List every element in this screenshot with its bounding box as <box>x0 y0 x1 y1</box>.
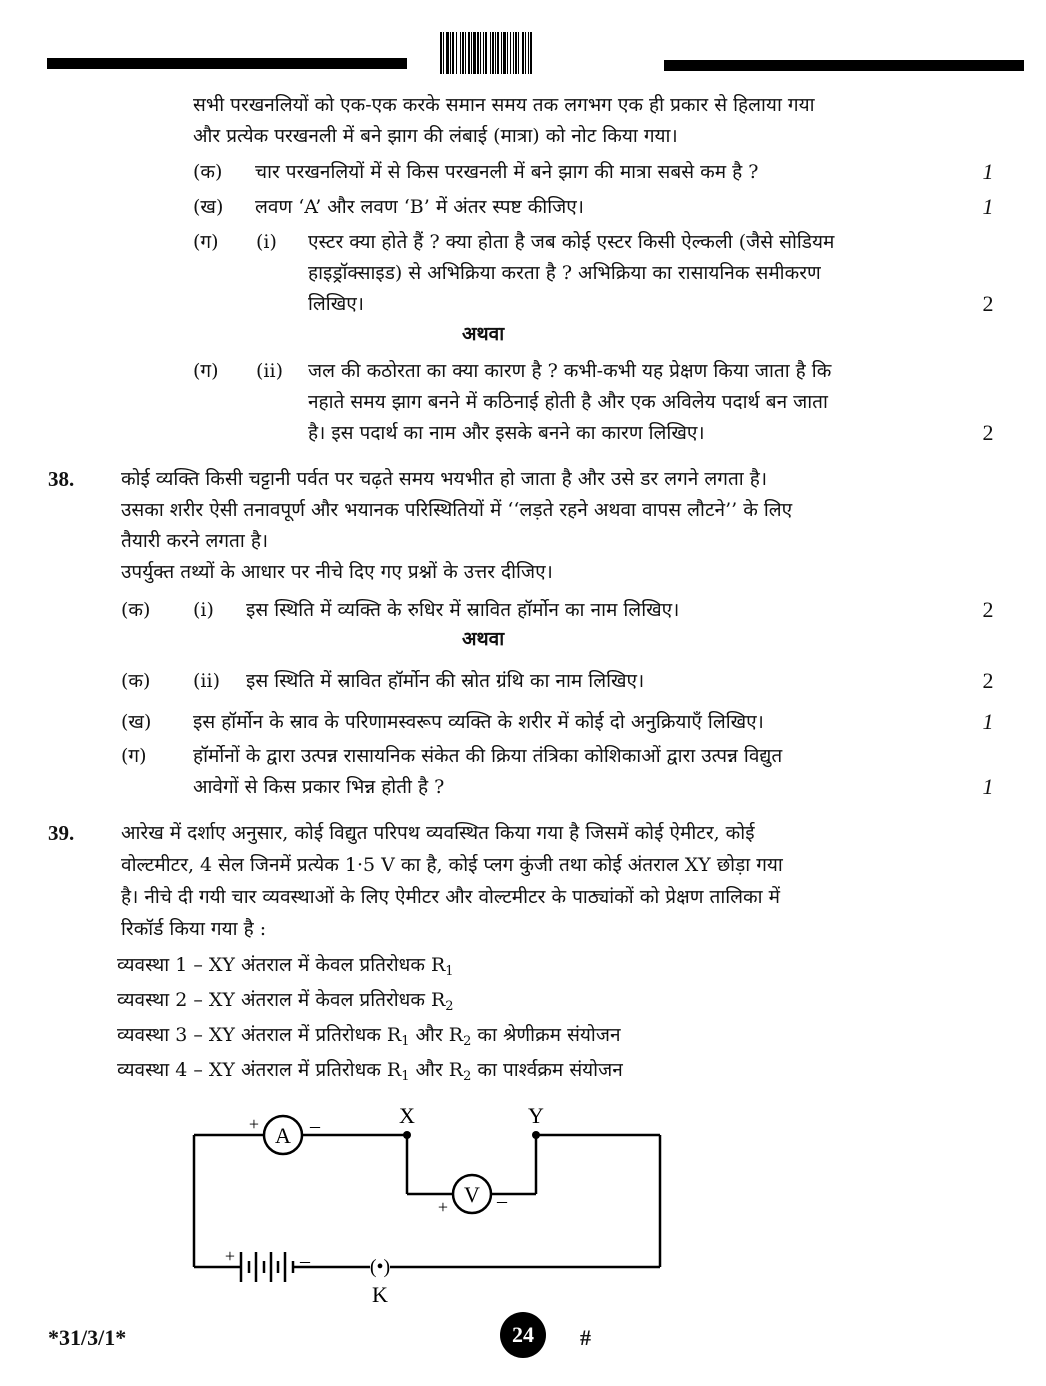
q39-intro-line-2: वोल्टमीटर, 4 सेल जिनमें प्रत्येक 1·5 V का है, कोई प्लग कुंजी तथा कोई अंतराल XY छोड़ा गया <box>121 854 783 876</box>
plug-key-icon: (•) <box>369 1256 391 1278</box>
q38-part-ka-ii-mark: 2 <box>982 668 994 693</box>
voltmeter-label: V <box>464 1182 480 1207</box>
q37-part-ga-i-line-1: एस्टर क्या होते हैं ? क्या होता है जब कोई एस्टर किसी ऐल्कली (जैसे सोडियम <box>308 231 835 253</box>
q38-part-kha-mark: 1 <box>982 709 994 734</box>
q38-part-ga-label: (ग) <box>121 745 147 767</box>
q38-part-ka-ii-text: इस स्थिति में स्रावित हॉर्मोन की स्रोत ग्रंथि का नाम लिखिए। <box>246 670 645 692</box>
ammeter-label: A <box>275 1123 291 1148</box>
hash-mark: # <box>580 1325 591 1350</box>
q37-part-ga-ii-label: (ग) <box>193 360 219 382</box>
key-label: K <box>372 1282 388 1307</box>
q39-number: 39. <box>48 821 75 845</box>
terminal-y-dot <box>532 1131 540 1139</box>
q38-part-kha-label: (ख) <box>121 711 152 733</box>
q39-arrangement-1: व्यवस्था 1 – XY अंतराल में केवल प्रतिरोधक $R_1$ <box>117 954 454 979</box>
point-x-label: X <box>399 1103 415 1128</box>
q38-part-ka-ii-label: (क) <box>121 670 151 692</box>
terminal-x-dot <box>403 1131 411 1139</box>
q37-part-ga-sub-i: (i) <box>256 231 277 253</box>
q38-part-ga-mark: 1 <box>982 774 994 799</box>
page-number-badge <box>500 1312 546 1358</box>
q39-intro-line-4: रिकॉर्ड किया गया है : <box>121 918 267 940</box>
voltmeter-minus: – <box>497 1190 507 1212</box>
q38-part-ka-i-mark: 2 <box>982 597 994 622</box>
q37-part-ka-label: (क) <box>193 161 223 183</box>
q38-part-kha-text: इस हॉर्मोन के स्राव के परिणामस्वरूप व्यक्ति के शरीर में कोई दो अनुक्रियाएँ लिखिए। <box>193 711 764 733</box>
q37-part-kha-text: लवण ‘A’ और लवण ‘B’ में अंतर स्पष्ट कीजिए। <box>255 196 584 218</box>
q37-part-kha-label: (ख) <box>193 196 224 218</box>
q37-part-ga-ii-line-1: जल की कठोरता का क्या कारण है ? कभी-कभी यह प्रेक्षण किया जाता है कि <box>308 360 832 382</box>
q38-intro-line-2: उसका शरीर ऐसी तनावपूर्ण और भयानक परिस्थितियों में ‘‘लड़ते रहने अथवा वापस लौटने’’ के लिए <box>121 499 793 521</box>
battery-plus: + <box>224 1246 236 1266</box>
q39-intro-line-3: है। नीचे दी गयी चार व्यवस्थाओं के लिए ऐमीटर और वोल्टमीटर के पाठ्यांकों को प्रेक्षण तालिका में <box>121 886 780 908</box>
q38-intro-line-1: कोई व्यक्ति किसी चट्टानी पर्वत पर चढ़ते समय भयभीत हो जाता है और उसे डर लगने लगता है। <box>121 468 768 490</box>
voltmeter-plus: + <box>437 1197 449 1217</box>
q37-part-ka-mark: 1 <box>982 159 994 184</box>
ammeter-minus: – <box>310 1115 320 1137</box>
q37-part-ga-i-mark: 2 <box>982 291 994 316</box>
battery-minus: – <box>300 1250 310 1272</box>
q39-arrangement-4: व्यवस्था 4 – XY अंतराल में प्रतिरोधक $R_1$ और $R_2$ का पार्श्वक्रम संयोजन <box>117 1059 623 1084</box>
q38-part-ka-i-text: इस स्थिति में व्यक्ति के रुधिर में स्रावित हॉर्मोन का नाम लिखिए। <box>246 599 680 621</box>
q38-or-label: अथवा <box>462 628 505 650</box>
ammeter-plus: + <box>248 1114 260 1134</box>
page-number: 24 <box>512 1322 534 1347</box>
q39-arrangement-3: व्यवस्था 3 – XY अंतराल में प्रतिरोधक $R_1$ और $R_2$ का श्रेणीक्रम संयोजन <box>117 1024 621 1049</box>
q38-number: 38. <box>48 467 75 491</box>
paper-code: *31/3/1* <box>48 1325 127 1350</box>
q39-intro-line-1: आरेख में दर्शाए अनुसार, कोई विद्युत परिपथ व्यवस्थित किया गया है जिसमें कोई ऐमीटर, कोई <box>121 822 755 844</box>
header-rule-right <box>664 60 1024 71</box>
q37-intro-line-2: और प्रत्येक परखनली में बने झाग की लंबाई (मात्रा) को नोट किया गया। <box>193 125 678 147</box>
point-y-label: Y <box>528 1103 544 1128</box>
q37-part-ga-label: (ग) <box>193 231 219 253</box>
q37-part-kha-mark: 1 <box>982 194 994 219</box>
q38-part-ka-i-label: (क) <box>121 599 151 621</box>
q38-intro-line-4: उपर्युक्त तथ्यों के आधार पर नीचे दिए गए प्रश्नों के उत्तर दीजिए। <box>121 561 553 583</box>
q39-arrangement-2: व्यवस्था 2 – XY अंतराल में केवल प्रतिरोधक $R_2$ <box>117 989 454 1014</box>
q38-part-ga-line-2: आवेगों से किस प्रकार भिन्न होती है ? <box>193 776 445 798</box>
q37-part-ga-sub-ii: (ii) <box>256 360 283 382</box>
q37-intro-line-1: सभी परखनलियों को एक-एक करके समान समय तक लगभग एक ही प्रकार से हिलाया गया <box>193 94 815 116</box>
q37-part-ka-text: चार परखनलियों में से किस परखनली में बने झाग की मात्रा सबसे कम है ? <box>255 161 759 183</box>
q38-intro-line-3: तैयारी करने लगता है। <box>121 530 269 552</box>
q37-part-ga-ii-line-3: है। इस पदार्थ का नाम और इसके बनने का कारण लिखिए। <box>308 422 705 444</box>
barcode-icon <box>440 32 634 74</box>
q37-or-label: अथवा <box>462 323 505 345</box>
q37-part-ga-ii-line-2: नहाते समय झाग बनने में कठिनाई होती है और एक अविलेय पदार्थ बन जाता <box>308 391 828 413</box>
q38-part-ka-sub-i: (i) <box>193 599 214 621</box>
q37-part-ga-ii-mark: 2 <box>982 420 994 445</box>
q37-part-ga-i-line-2: हाइड्रॉक्साइड) से अभिक्रिया करता है ? अभिक्रिया का रासायनिक समीकरण <box>308 262 821 284</box>
header-rule-left <box>47 58 407 69</box>
q37-part-ga-i-line-3: लिखिए। <box>308 293 364 315</box>
circuit-diagram <box>180 1095 680 1315</box>
q38-part-ga-line-1: हॉर्मोनों के द्वारा उत्पन्न रासायनिक संकेत की क्रिया तंत्रिका कोशिकाओं द्वारा उत्पन्न विद्युत <box>193 745 783 767</box>
q38-part-ka-sub-ii: (ii) <box>193 670 220 692</box>
